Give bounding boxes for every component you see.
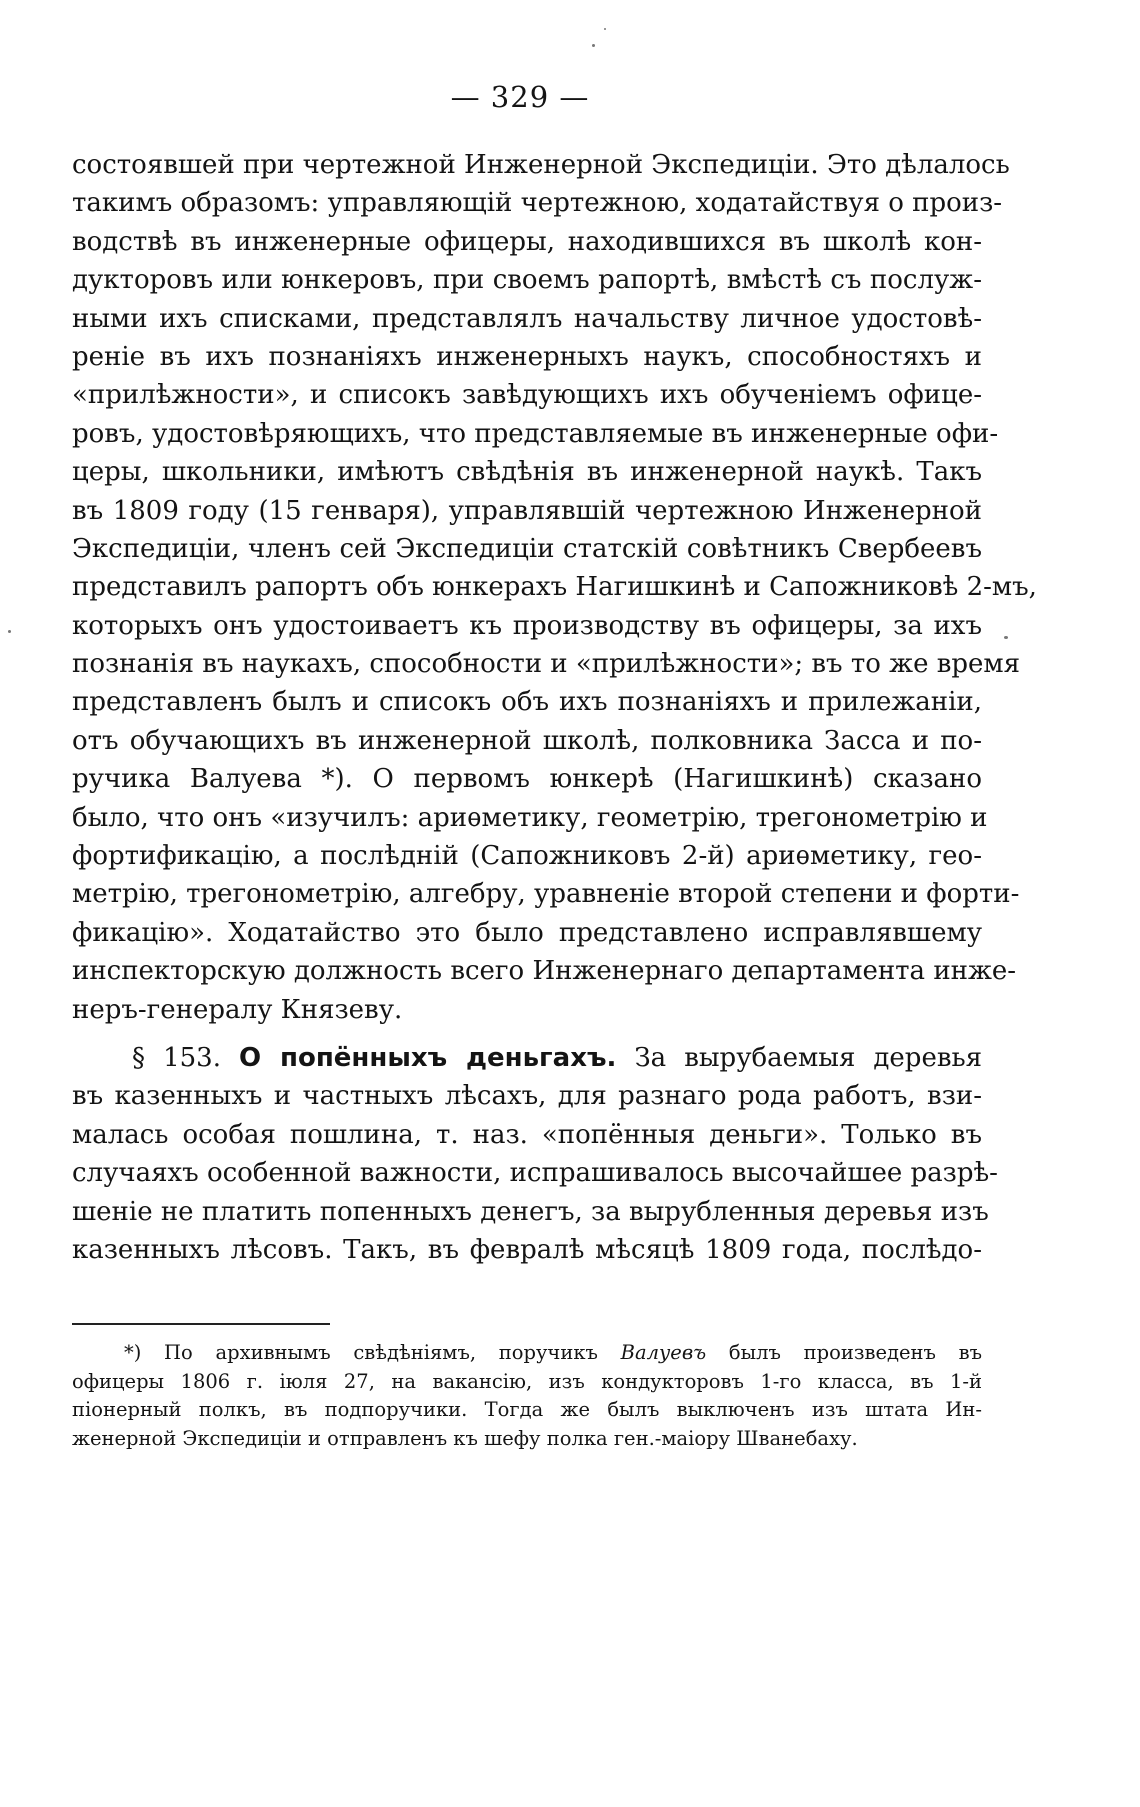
text-line: въ 1809 году (15 генваря), управлявшій чертежною Инженерной — [72, 495, 982, 526]
text-line: ровъ, удостовѣряющихъ, что представляемые въ инженерные офи- — [72, 418, 999, 449]
text-line: было, что онъ «изучилъ: ариѳметику, геометрію, трегонометрію и — [72, 802, 988, 833]
text-line: отъ обучающихъ въ инженерной школѣ, полковника Засса и по- — [72, 725, 982, 756]
paragraph-section-153 — [72, 1039, 998, 1269]
footnote-text-after: былъ произведенъ въ — [728, 1341, 982, 1364]
section-heading-line — [72, 1039, 982, 1077]
text-line: случаяхъ особенной важности, испрашивалось высочайшее разрѣ- — [72, 1158, 998, 1189]
section-first-line-text: За вырубаемыя деревья — [634, 1043, 983, 1073]
page-number: — 329 — — [450, 80, 590, 114]
text-line: Экспедиціи, членъ сей Экспедиціи статскій совѣтникъ Свербеевъ — [72, 533, 982, 564]
text-line-last: неръ-генералу Князеву. — [72, 994, 403, 1025]
text-line: въ казенныхъ и частныхъ лѣсахъ, для разнаго рода работъ, взи- — [72, 1081, 982, 1112]
section-title: О попённыхъ деньгахъ. — [239, 1043, 617, 1073]
text-line: ными ихъ списками, представлялъ начальству личное удостовѣ- — [72, 303, 982, 334]
text-line: инспекторскую должность всего Инженернаго департамента инже- — [72, 956, 1017, 987]
footnote-text-before: *) По архивнымъ свѣдѣніямъ, поручикъ — [124, 1341, 598, 1364]
text-line: ручика Валуева *). О первомъ юнкерѣ (Нагишкинѣ) сказано — [72, 764, 982, 795]
paper-speck — [604, 28, 606, 30]
text-line: которыхъ онъ удостоиваетъ къ производству въ офицеры, за ихъ — [72, 610, 982, 641]
text-line: церы, школьники, имѣютъ свѣдѣнія въ инженерной наукѣ. Такъ — [72, 457, 982, 488]
text-line: фикацію». Ходатайство это было представлено исправлявшему — [72, 917, 982, 948]
text-line: фортификацію, а послѣдній (Сапожниковъ 2-й) ариѳметику, гео- — [72, 841, 982, 872]
paper-speck — [592, 44, 595, 47]
text-line: водствѣ въ инженерные офицеры, находившихся въ школѣ кон- — [72, 226, 982, 257]
text-line: «прилѣжности», и списокъ завѣдующихъ ихъ обученіемъ офице- — [72, 380, 982, 411]
text-line: казенныхъ лѣсовъ. Такъ, въ февралѣ мѣсяцѣ 1809 года, послѣдо- — [72, 1234, 982, 1265]
text-line: представилъ рапортъ объ юнкерахъ Нагишкинѣ и Сапожниковѣ 2-мъ, — [72, 572, 1037, 603]
footnote-name: Валуевъ — [620, 1341, 707, 1364]
paragraph-main — [72, 146, 1037, 1029]
paper-speck — [8, 630, 11, 633]
footnote-line: піонерный полкъ, въ подпоручики. Тогда же былъ выключенъ изъ штата Ин- — [72, 1398, 982, 1421]
footnote-divider — [72, 1323, 330, 1325]
footnote-line: офицеры 1806 г. іюля 27, на ваканcію, изъ кондукторовъ 1-го класса, въ 1-й — [72, 1369, 982, 1393]
footnote-line — [72, 1339, 982, 1368]
text-line: метрію, трегонометрію, алгебру, уравненіе второй степени и форти- — [72, 879, 1020, 910]
footnote-line-last: женерной Экспедиціи и отправленъ къ шефу полка ген.-маіору Шванебаху. — [72, 1426, 858, 1450]
footnote — [72, 1339, 982, 1453]
paper-speck — [1004, 636, 1008, 639]
text-line: малась особая пошлина, т. наз. «попённыя деньги». Только въ — [72, 1119, 982, 1150]
text-line: познанія въ наукахъ, способности и «прилѣжности»; въ то же время — [72, 649, 1021, 680]
text-line: шеніе не платить попенныхъ денегъ, за вырубленныя деревья изъ — [72, 1196, 989, 1227]
text-line: такимъ образомъ: управляющій чертежною, ходатайствуя о произ- — [72, 188, 1003, 219]
text-line: состоявшей при чертежной Инженерной Экспедиціи. Это дѣлалось — [72, 150, 1010, 180]
text-line: реніе въ ихъ познаніяхъ инженерныхъ наукъ, способностяхъ и — [72, 341, 982, 372]
section-number: § 153. — [132, 1043, 221, 1073]
text-line: представленъ былъ и списокъ объ ихъ познаніяхъ и прилежаніи, — [72, 687, 982, 718]
text-line: дукторовъ или юнкеровъ, при своемъ рапортѣ, вмѣстѣ съ послуж- — [72, 265, 982, 296]
